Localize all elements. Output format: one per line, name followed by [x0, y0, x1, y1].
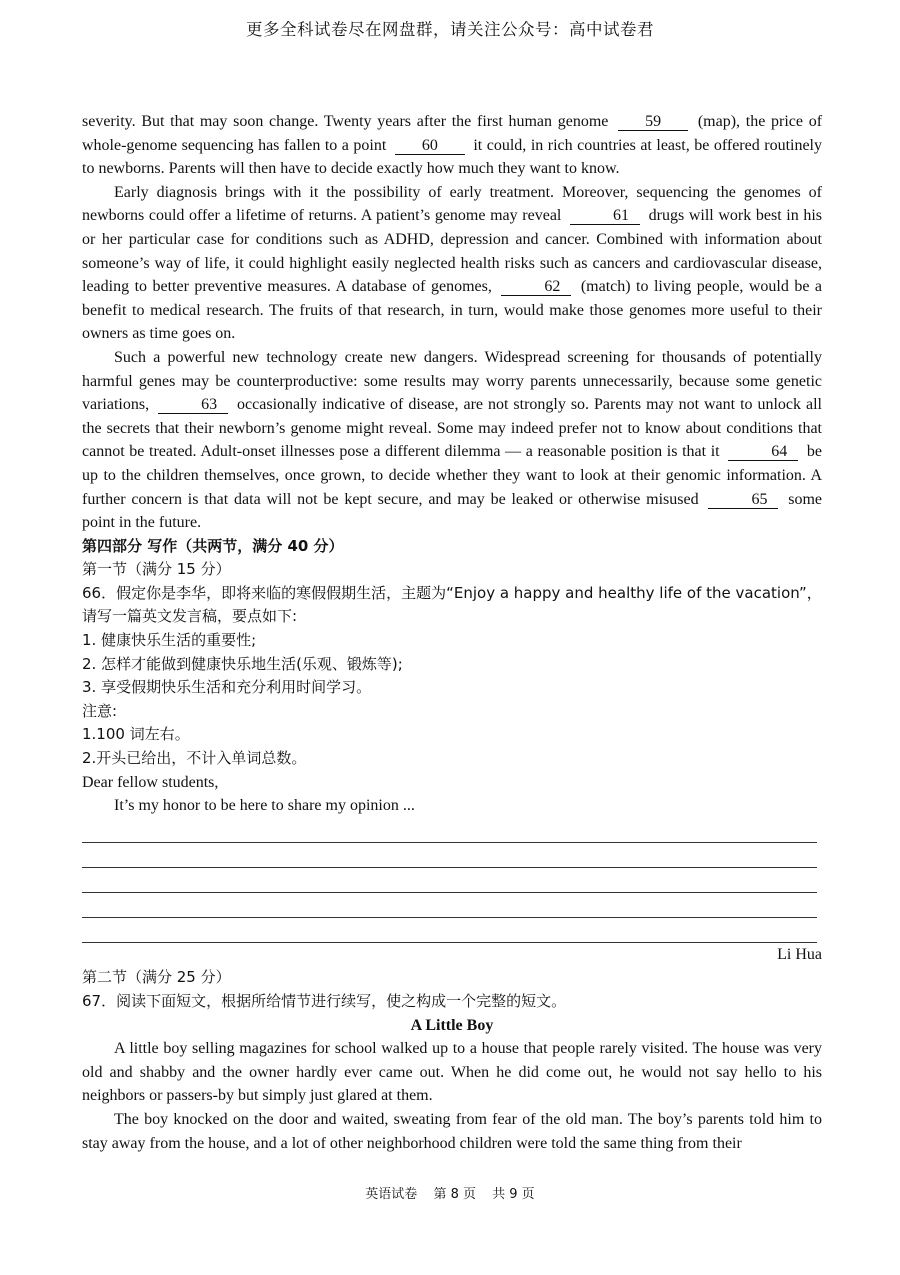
note-1: 1.100 词左右。: [82, 725, 190, 744]
note-label: 注意:: [82, 701, 118, 720]
section-one-title: 第一节（满分 15 分）: [82, 560, 231, 579]
story-title: A Little Boy: [410, 1016, 494, 1034]
footer-total-pages: 共 9 页: [492, 1187, 535, 1202]
point-2: 2. 怎样才能做到健康快乐地生活(乐观、锻炼等);: [82, 654, 403, 673]
passage-text: severity. But that may soon change. Twenty years after the first human genome: [82, 113, 609, 130]
greeting: Dear fellow students,: [82, 773, 219, 791]
blank-65: 65: [708, 492, 778, 509]
writing-line[interactable]: [82, 918, 817, 943]
passage-text: Early diagnosis brings with it the possibility of early treatment. Moreover, sequencing the genomes of newborns could offer a lifetime of returns. A patient’s genome may reveal: [82, 183, 822, 225]
signature: Li Hua: [777, 945, 822, 963]
blank-63: 63: [158, 397, 228, 414]
passage-text: (map), the price of whole-genome sequencing has fallen to a point: [82, 113, 823, 154]
part-four-title: 第四部分 写作（共两节，满分 40 分）: [82, 536, 344, 555]
footer-subject: 英语试卷: [365, 1187, 418, 1202]
note-2: 2.开头已给出，不计入单词总数。: [82, 749, 307, 768]
passage-text: occasionally indicative of disease, are not strongly so. Parents may not want to unlock all the secrets that their newborn’s genome might reveal. Some may indeed prefer not to know about conditions that cannot be treated. Adult-onset illnesses pose a different dilemma — a reasonable position is that it: [82, 396, 822, 461]
question-67: 67．阅读下面短文，根据所给情节进行续写，使之构成一个完整的短文。: [82, 992, 567, 1010]
passage-text: Such a powerful new technology create new dangers. Widespread screening for thousands of potentially harmful genes may be counterproductive: some results may worry parents unnecessarily, because some genetic variations,: [82, 348, 822, 414]
footer-page-number: 第 8 页: [433, 1187, 476, 1202]
passage-text: be up to the children themselves, once grown, to decide whether they want to look at their genomic information. A further concern is that data will not be kept secure, and may be leaked or otherwise misused: [82, 443, 823, 508]
page-footer: [0, 1183, 900, 1202]
blank-60: 60: [395, 138, 465, 155]
blank-62: 62: [501, 279, 571, 296]
page-header: 更多全科试卷尽在网盘群，请关注公众号：高中试卷君: [246, 20, 654, 39]
writing-line[interactable]: [82, 868, 817, 893]
passage-paragraph-2: [82, 181, 822, 346]
passage-text: drugs will work best in his or her particular case for conditions such as ADHD, depression and cancer. Combined with information about someone’s way of life, it could highlight easily neglected health risks such as cancers and cardiovascular disease, leading to better preventive measures. A database of genomes,: [82, 207, 823, 296]
passage-paragraph-3: [82, 346, 822, 535]
blank-59: 59: [618, 114, 688, 131]
passage-paragraph-1: [82, 110, 822, 181]
page-content: [82, 110, 822, 1155]
writing-area[interactable]: [82, 818, 822, 943]
point-3: 3. 享受假期快乐生活和充分利用时间学习。: [82, 678, 372, 697]
blank-61: 61: [570, 208, 640, 225]
point-1: 1. 健康快乐生活的重要性;: [82, 631, 257, 650]
passage-text: some point in the future.: [82, 490, 823, 532]
opening-sentence: It’s my honor to be here to share my opinion ...: [114, 797, 415, 815]
story-paragraph-2: The boy knocked on the door and waited, sweating from fear of the old man. The boy’s parents told him to stay away from the house, and a lot of other neighborhood children were told the same thing from their: [82, 1110, 822, 1152]
writing-line[interactable]: [82, 818, 817, 843]
passage-text: (match) to living people, would be a benefit to medical research. The fruits of that research, in turn, would make those genomes more useful to their owners as time goes on.: [82, 278, 823, 343]
blank-64: 64: [728, 444, 798, 461]
question-66-line-1: 66．假定你是李华，即将来临的寒假假期生活，主题为“Enjoy a happy and healthy life of the vacation”，: [82, 583, 822, 602]
story-paragraph-1: A little boy selling magazines for school walked up to a house that people rarely visited. The house was very old and shabby and the owner hardly ever came out. When he did come out, he would not say hello to his neighbors or passers-by but simply just glared at them.: [82, 1040, 822, 1105]
writing-line[interactable]: [82, 893, 817, 918]
passage-text: it could, in rich countries at least, be offered routinely to newborns. Parents will then have to decide exactly how much they want to know.: [82, 136, 823, 178]
writing-line[interactable]: [82, 843, 817, 868]
question-66-line-2: 请写一篇英文发言稿，要点如下:: [82, 607, 298, 626]
section-two-title: 第二节（满分 25 分）: [82, 968, 231, 987]
